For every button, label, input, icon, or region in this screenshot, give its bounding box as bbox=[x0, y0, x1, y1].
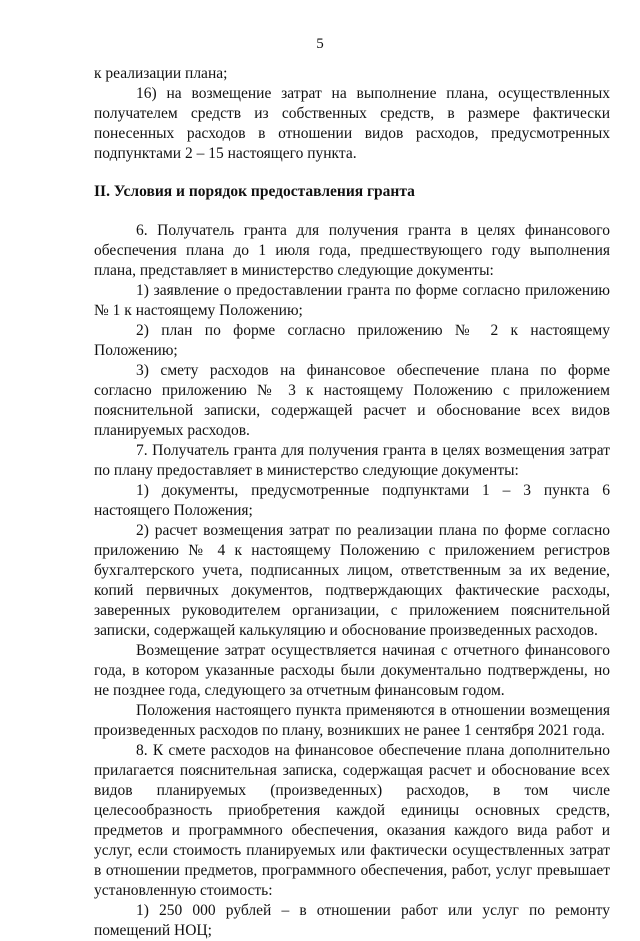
paragraph-reimbursement: Возмещение затрат осуществляется начиная с отчетного финансового года, в котором указанные расходы были документально подтверждены, но не позднее года, следующего за отчетным финансовым годом. bbox=[94, 642, 610, 699]
section-heading: II. Условия и порядок предоставления гранта bbox=[94, 183, 415, 200]
paragraph-clause-8: 8. К смете расходов на финансовое обеспечение плана дополнительно прилагается пояснительная записка, содержащая расчет и обоснование всех видов планируемых (произведенных) расходов, в том числе целесообразность приобретения каждой единицы основных средств, предметов и программного обеспечения, оказания каждого вида работ и услуг, если стоимость планируемых или фактически осуществленных затрат в отношении предметов, программного обеспечения, работ, услуг превышает установленную стоимость: bbox=[94, 742, 610, 899]
paragraph-continuation: к реализации плана; bbox=[94, 65, 228, 82]
page-number: 5 bbox=[316, 36, 324, 52]
paragraph-7-item-2: 2) расчет возмещения затрат по реализации плана по форме согласно приложению № 4 к настоящему Положению с приложением регистров бухгалтерского учета, подписанных лицом, ответственным за их ведение, копий первичных документов, подтверждающих фактические расходы, заверенных руководителем организации, с приложением пояснительной записки, содержащей калькуляцию и обоснование произведенных расходов. bbox=[94, 522, 610, 639]
paragraph-7-item-1: 1) документы, предусмотренные подпунктами 1 – 3 пункта 6 настоящего Положения; bbox=[94, 482, 610, 519]
document-body bbox=[94, 64, 610, 941]
paragraph-6-item-2: 2) план по форме согласно приложению № 2 к настоящему Положению; bbox=[94, 322, 610, 359]
paragraph-clause-6: 6. Получатель гранта для получения гранта в целях финансового обеспечения плана до 1 июля года, предшествующего году выполнения плана, представляет в министерство следующие документы: bbox=[94, 222, 610, 279]
paragraph-8-item-1: 1) 250 000 рублей – в отношении работ или услуг по ремонту помещений НОЦ; bbox=[94, 902, 610, 939]
paragraph-applicability: Положения настоящего пункта применяются в отношении возмещения произведенных расходов по плану, возникших не ранее 1 сентября 2021 года. bbox=[94, 702, 610, 739]
paragraph-clause-7: 7. Получатель гранта для получения гранта в целях возмещения затрат по плану предоставляет в министерство следующие документы: bbox=[94, 442, 610, 479]
paragraph-item-16: 16) на возмещение затрат на выполнение плана, осуществленных получателем средств из собственных средств, в размере фактически понесенных расходов в отношении видов расходов, предусмотренных подпунктами 2 – 15 настоящего пункта. bbox=[94, 85, 610, 162]
paragraph-6-item-1: 1) заявление о предоставлении гранта по форме согласно приложению № 1 к настоящему Положению; bbox=[94, 282, 610, 319]
paragraph-6-item-3: 3) смету расходов на финансовое обеспечение плана по форме согласно приложению № 3 к настоящему Положению с приложением пояснительной записки, содержащей расчет и обоснование всех видов планируемых расходов. bbox=[94, 362, 610, 439]
